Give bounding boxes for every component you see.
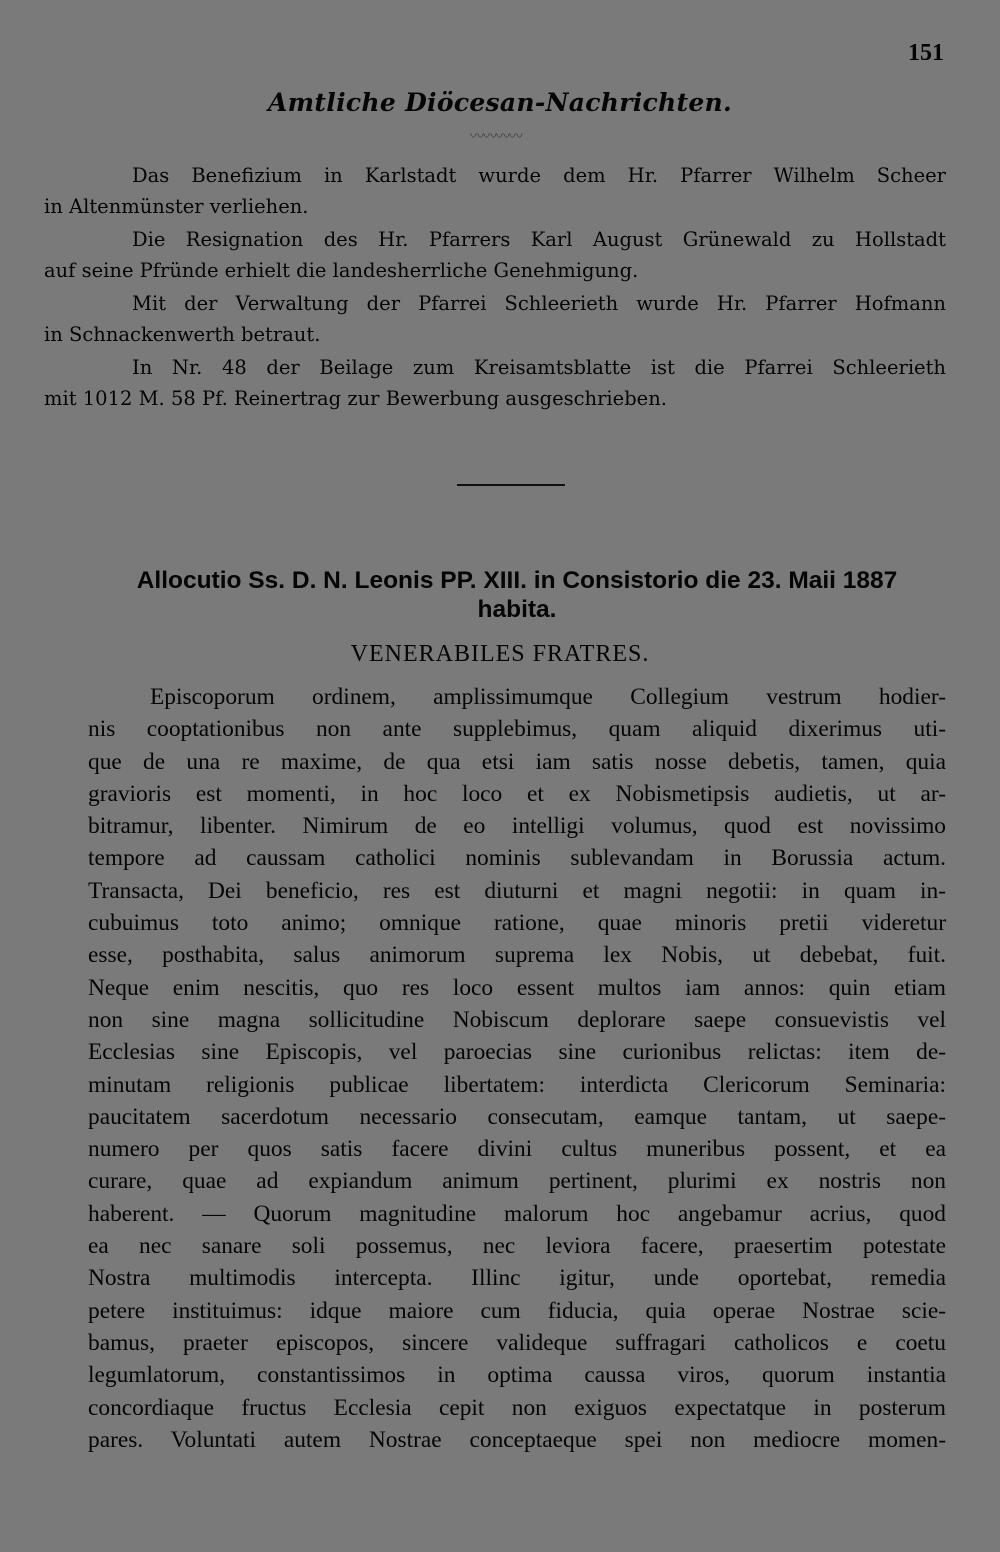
body-line: numero per quos satis facere divini cultus muneribus possent, et ea: [88, 1136, 946, 1163]
body-line: esse, posthabita, salus animorum suprema lex Nobis, ut debebat, fuit.: [88, 942, 946, 969]
body-line: Episcoporum ordinem, amplissimumque Collegium vestrum hodier-: [150, 684, 946, 710]
body-line: legumlatorum, constantissimos in optima caussa viros, quorum instantia: [88, 1362, 946, 1389]
allocutio-title-line: habita.: [477, 596, 557, 623]
notice-line: Die Resignation des Hr. Pfarrers Karl August Grünewald zu Hollstadt: [132, 228, 946, 251]
allocutio-title: [88, 566, 946, 624]
section-heading: Amtliche Diöcesan-Nachrichten.: [267, 88, 733, 117]
body-line: concordiaque fructus Ecclesia cepit non exiguos expectatque in posterum: [88, 1394, 946, 1421]
body-line: ea nec sanare soli possemus, nec leviora facere, praesertim potestate: [88, 1233, 946, 1260]
body-line: haberent. — Quorum magnitudine malorum hoc angebamur acrius, quod: [88, 1200, 946, 1227]
notice-verwaltung: [44, 288, 946, 350]
body-line: paucitatem sacerdotum necessario consecutam, eamque tantam, ut saepe-: [88, 1103, 946, 1130]
body-line: Nostra multimodis intercepta. Illinc igitur, unde oportebat, remedia: [88, 1265, 946, 1292]
body-line: bitramur, libenter. Nimirum de eo intelligi volumus, quod est novissimo: [88, 813, 946, 840]
notice-line: in Schnackenwerth betraut.: [44, 323, 321, 346]
salutation: VENERABILES FRATRES.: [350, 641, 650, 667]
notice-line: auf seine Pfründe erhielt die landesherrliche Genehmigung.: [44, 259, 639, 282]
body-line: cubuimus toto animo; omnique ratione, quae minoris pretii videretur: [88, 910, 946, 937]
body-line: gravioris est momenti, in hoc loco et ex Nobismetipsis audietis, ut ar-: [88, 780, 946, 807]
body-line: Ecclesias sine Episcopis, vel paroecias sine curionibus relictas: item de-: [88, 1039, 946, 1066]
body-line: minutam religionis publicae libertatem: interdicta Clericorum Seminaria:: [88, 1071, 946, 1098]
notice-line: In Nr. 48 der Beilage zum Kreisamtsblatte ist die Pfarrei Schleerieth: [132, 356, 946, 379]
notice-line: in Altenmünster verliehen.: [44, 195, 309, 218]
notice-line: Mit der Verwaltung der Pfarrei Schleerieth wurde Hr. Pfarrer Hofmann: [132, 292, 946, 315]
body-line: Neque enim nescitis, quo res loco essent multos iam annos: quin etiam: [88, 974, 946, 1001]
body-line: pares. Voluntati autem Nostrae conceptaeque spei non mediocre momen-: [88, 1426, 946, 1453]
body-line: petere instituimus: idque maiore cum fiducia, quia operae Nostrae scie-: [88, 1297, 946, 1324]
body-line: tempore ad caussam catholici nominis sublevandam in Borussia actum.: [88, 845, 946, 872]
body-line: non sine magna sollicitudine Nobiscum deplorare saepe consuevistis vel: [88, 1006, 946, 1033]
notice-benefizium: [44, 160, 946, 222]
body-line: bamus, praeter episcopos, sincere valideque suffragari catholicos e coetu: [88, 1329, 946, 1356]
body-line: curare, quae ad expiandum animum pertinent, plurimi ex nostris non: [88, 1168, 946, 1195]
body-line: Transacta, Dei beneficio, res est diuturni et magni negotii: in quam in-: [88, 877, 946, 904]
notice-line: Das Benefizium in Karlstadt wurde dem Hr. Pfarrer Wilhelm Scheer: [132, 164, 946, 187]
body-line: nis cooptationibus non ante supplebimus, quam aliquid dixerimus uti-: [88, 716, 946, 743]
body-line: que de una re maxime, de qua etsi iam satis nosse debetis, tamen, quia: [88, 748, 946, 775]
notice-ausschreibung: [44, 352, 946, 414]
heading-ornament: 〰〰〰〰: [470, 129, 522, 145]
allocutio-body: [88, 681, 946, 1456]
allocutio-title-line: Allocutio Ss. D. N. Leonis PP. XIII. in Consistorio die 23. Maii 1887: [136, 567, 898, 594]
notice-line: mit 1012 M. 58 Pf. Reinertrag zur Bewerbung ausgeschrieben.: [44, 387, 667, 410]
notice-resignation: [44, 224, 946, 286]
section-divider: [457, 484, 565, 486]
page-number: 151: [908, 40, 944, 66]
